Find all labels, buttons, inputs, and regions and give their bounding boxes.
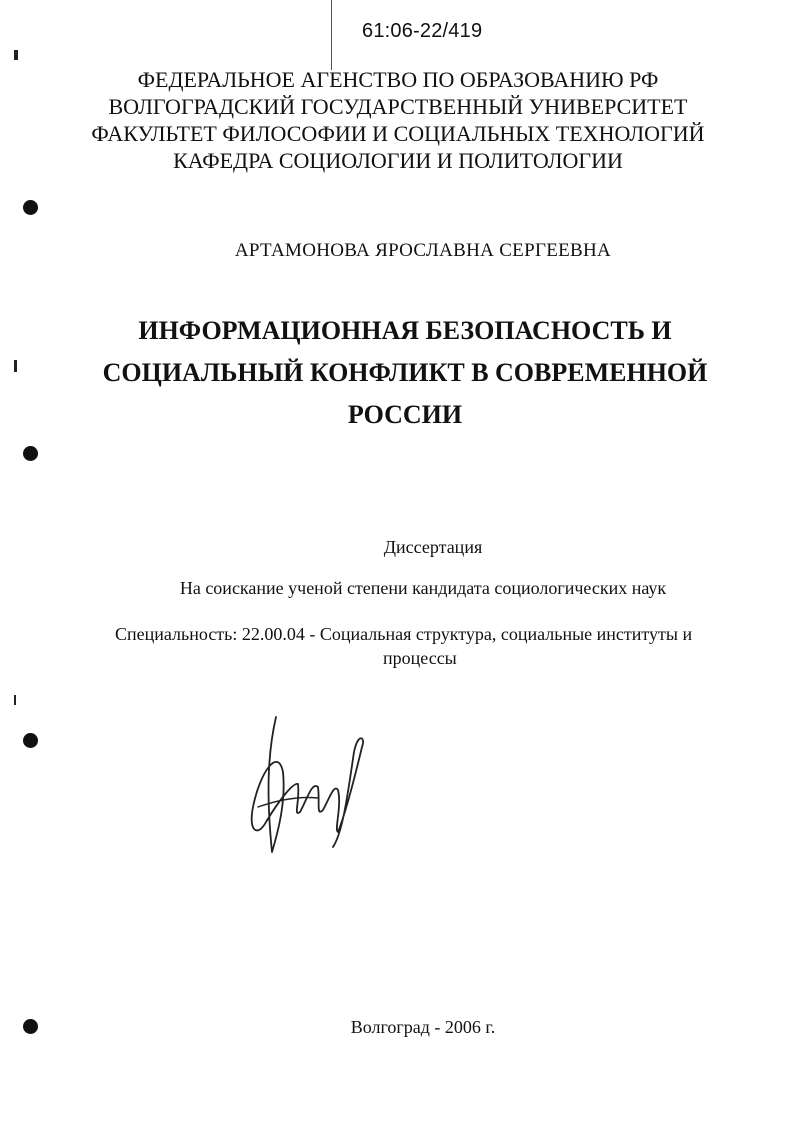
degree-statement: На соискание ученой степени кандидата социологических наук [179, 578, 667, 598]
author-name: АРТАМОНОВА ЯРОСЛАВНА СЕРГЕЕВНА [234, 240, 612, 261]
document-type: Диссертация [383, 537, 483, 557]
city-year: Волгоград - 2006 г. [350, 1017, 496, 1037]
institution-header [40, 66, 756, 174]
catalog-number: 61:06-22/419 [362, 20, 483, 42]
title-line: ИНФОРМАЦИОННАЯ БЕЗОПАСНОСТЬ И [138, 316, 672, 345]
title-line: СОЦИАЛЬНЫЙ КОНФЛИКТ В СОВРЕМЕННОЙ [102, 358, 708, 387]
specialty-line-2: процессы [383, 648, 457, 668]
institution-line: КАФЕДРА СОЦИОЛОГИИ И ПОЛИТОЛОГИИ [173, 148, 623, 173]
binder-hole [23, 446, 38, 461]
binder-hole [23, 733, 38, 748]
title-line: РОССИИ [347, 400, 463, 429]
dissertation-title [60, 310, 750, 436]
institution-line: ФАКУЛЬТЕТ ФИЛОСОФИИ И СОЦИАЛЬНЫХ ТЕХНОЛОГИЙ [91, 121, 705, 146]
scan-mark [14, 695, 16, 705]
specialty-statement [115, 622, 755, 670]
binder-hole [23, 200, 38, 215]
specialty-line-1: Специальность: 22.00.04 - Социальная структура, социальные институты и [115, 624, 693, 644]
scan-mark [14, 50, 18, 60]
scan-line [331, 0, 332, 70]
signature-graphic [238, 712, 378, 862]
scan-mark [14, 360, 17, 372]
signature [238, 712, 378, 867]
institution-line: ВОЛГОГРАДСКИЙ ГОСУДАРСТВЕННЫЙ УНИВЕРСИТЕТ [108, 94, 688, 119]
institution-line: ФЕДЕРАЛЬНОЕ АГЕНСТВО ПО ОБРАЗОВАНИЮ РФ [137, 67, 659, 92]
